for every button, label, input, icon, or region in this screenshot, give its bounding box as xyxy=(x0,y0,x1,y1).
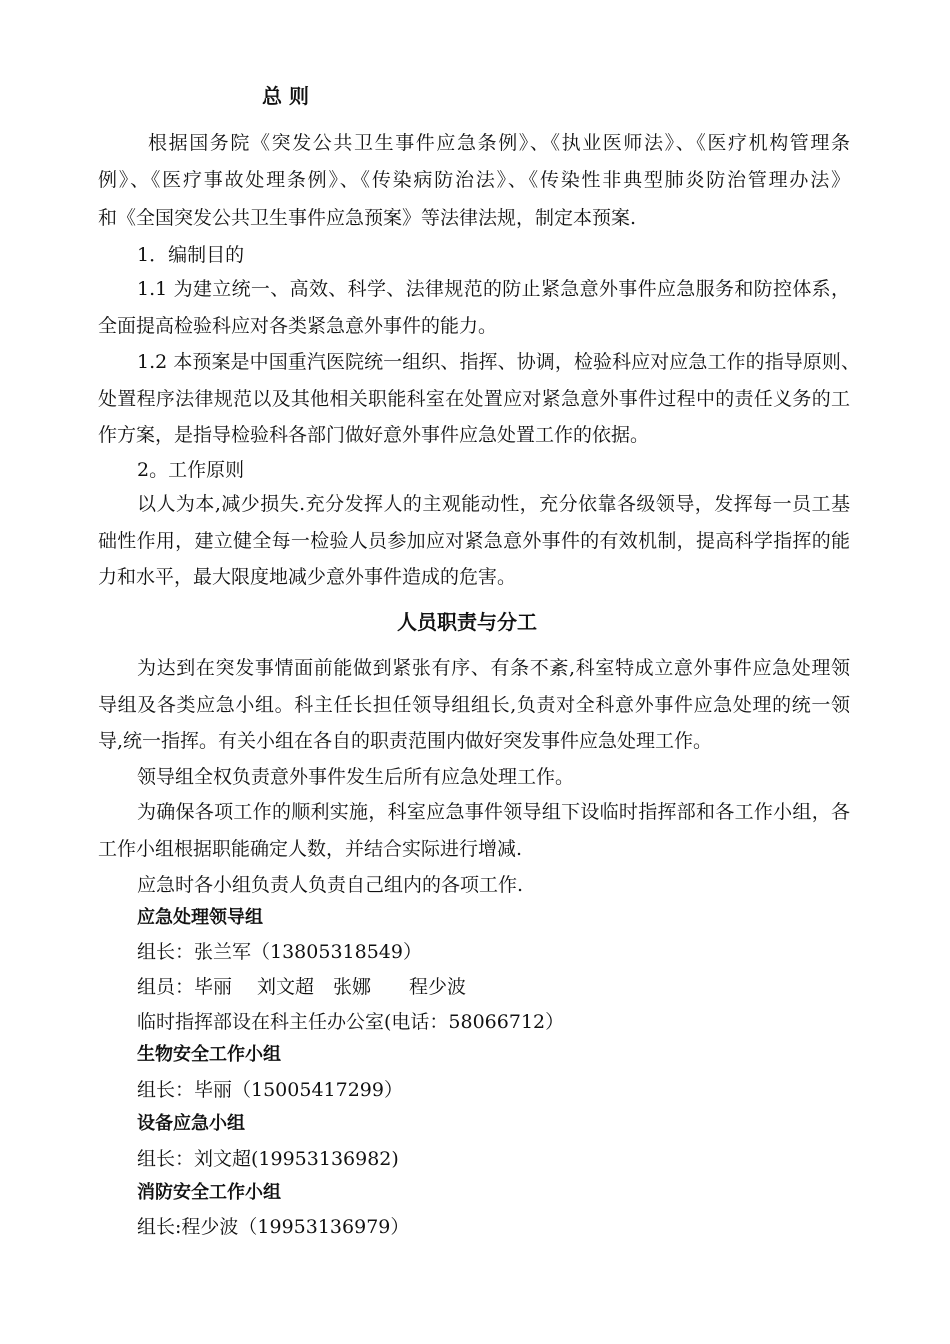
paragraph-line: 础性作用，建立健全每一检验人员参加应对紧急意外事件的有效机制，提高科学指挥的能 xyxy=(98,530,850,552)
paragraph-line: 1.1 为建立统一、高效、科学、法律规范的防止紧急意外事件应急服务和防控体系， xyxy=(137,278,850,300)
group-heading-biosafety: 生物安全工作小组 xyxy=(137,1044,281,1065)
group-line: 组员：毕丽 刘文超 张娜 程少波 xyxy=(137,976,467,998)
paragraph-line: 导,统一指挥。有关小组在各自的职责范围内做好突发事件应急处理工作。 xyxy=(98,730,713,752)
group-line: 组长:程少波（19953136979） xyxy=(137,1216,410,1238)
section-title-general: 总 则 xyxy=(262,84,309,108)
paragraph-line: 处置程序法律规范以及其他相关职能科室在处置应对紧急意外事件过程中的责任义务的工 xyxy=(98,388,850,410)
paragraph-line: 1.2 本预案是中国重汽医院统一组织、指挥、协调，检验科应对应急工作的指导原则、 xyxy=(137,351,860,373)
paragraph-line: 和《全国突发公共卫生事件应急预案》等法律法规，制定本预案. xyxy=(98,207,637,229)
paragraph-line: 全面提高检验科应对各类紧急意外事件的能力。 xyxy=(98,315,498,337)
paragraph-line: 领导组全权负责意外事件发生后所有应急处理工作。 xyxy=(137,766,575,788)
paragraph-line: 导组及各类应急小组。科主任长担任领导组组长,负责对全科意外事件应急处理的统一领 xyxy=(98,694,850,716)
paragraph-line: 例》、《医疗事故处理条例》、《传染病防治法》、《传染性非典型肺炎防治管理办法》 xyxy=(98,169,850,191)
group-heading-fire-safety: 消防安全工作小组 xyxy=(137,1182,281,1203)
paragraph-line: 根据国务院《突发公共卫生事件应急条例》、《执业医师法》、《医疗机构管理条 xyxy=(148,132,850,154)
paragraph-line: 为确保各项工作的顺利实施，科室应急事件领导组下设临时指挥部和各工作小组，各 xyxy=(137,801,850,823)
paragraph-line: 力和水平，最大限度地减少意外事件造成的危害。 xyxy=(98,566,517,588)
subsection-heading: 1．编制目的 xyxy=(137,244,245,266)
group-heading-leadership: 应急处理领导组 xyxy=(137,907,263,928)
paragraph-line: 应急时各小组负责人负责自己组内的各项工作. xyxy=(137,874,524,896)
group-line: 组长：毕丽（15005417299） xyxy=(137,1079,403,1101)
paragraph-line: 以人为本,减少损失.充分发挥人的主观能动性，充分依靠各级领导，发挥每一员工基 xyxy=(137,493,850,515)
group-line: 组长：张兰军（13805318549） xyxy=(137,941,422,963)
group-line: 组长：刘文超(19953136982) xyxy=(137,1148,399,1170)
paragraph-line: 工作小组根据职能确定人数，并结合实际进行增减. xyxy=(98,838,523,860)
group-line: 临时指挥部设在科主任办公室(电话：58066712） xyxy=(137,1011,565,1033)
group-heading-equipment: 设备应急小组 xyxy=(137,1113,245,1134)
section-title-duties: 人员职责与分工 xyxy=(397,610,537,634)
subsection-heading: 2。工作原则 xyxy=(137,459,245,481)
paragraph-line: 为达到在突发事情面前能做到紧张有序、有条不紊,科室特成立意外事件应急处理领 xyxy=(137,657,850,679)
paragraph-line: 作方案，是指导检验科各部门做好意外事件应急处置工作的依据。 xyxy=(98,424,650,446)
